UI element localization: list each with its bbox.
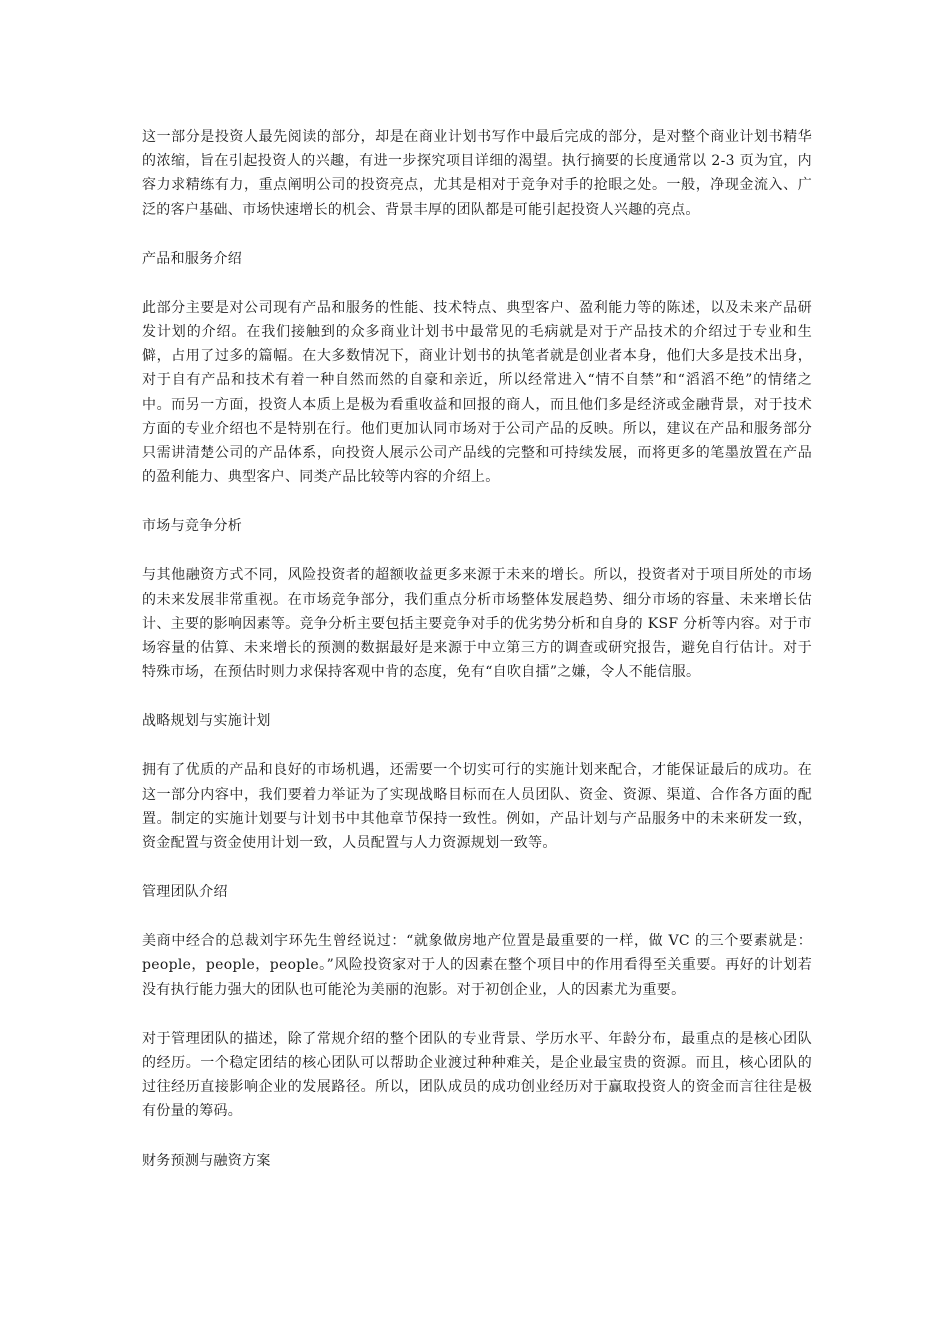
section-paragraph-products: 此部分主要是对公司现有产品和服务的性能、技术特点、典型客户、盈利能力等的陈述，以及未来产品研发计划的介绍。在我们接触到的众多商业计划书中最常见的毛病就是对于产品技术的介绍过于专业和生僻，占用了过多的篇幅。在大多数情况下，商业计划书的执笔者就是创业者本身，他们大多是技术出身，对于自有产品和技术有着一种自然而然的自豪和亲近，所以经常进入“情不自禁”和“滔滔不绝”的情绪之中。而另一方面，投资人本质上是极为看重收益和回报的商人，而且他们多是经济或金融背景，对于技术方面的专业介绍也不是特别在行。他们更加认同市场对于公司产品的反映。所以，建议在产品和服务部分只需讲清楚公司的产品体系，向投资人展示公司产品线的完整和可持续发展，而将更多的笔墨放置在产品的盈利能力、典型客户、同类产品比较等内容的介绍上。 xyxy=(142,299,812,486)
intro-paragraph: 这一部分是投资人最先阅读的部分，却是在商业计划书写作中最后完成的部分，是对整个商业计划书精华的浓缩，旨在引起投资人的兴趣，有进一步探究项目详细的渴望。执行摘要的长度通常以 2-3 页为宜，内容力求精练有力，重点阐明公司的投资亮点，尤其是相对于竞争对手的抢眼之处。一般，净现金流入、广泛的客户基础、市场快速增长的机会、背景丰厚的团队都是可能引起投资人兴趣的亮点。 xyxy=(142,129,812,218)
document-body xyxy=(142,125,812,1173)
section-paragraph-market: 与其他融资方式不同，风险投资者的超额收益更多来源于未来的增长。所以，投资者对于项目所处的市场的未来发展非常重视。在市场竞争部分，我们重点分析市场整体发展趋势、细分市场的容量、未来增长估计、主要的影响因素等。竞争分析主要包括主要竞争对手的优劣势分析和自身的 KSF 分析等内容。对于市场容量的估算、未来增长的预测的数据最好是来源于中立第三方的调查或研究报告，避免自行估计。对于特殊市场，在预估时则力求保持客观中肯的态度，免有“自吹自擂”之嫌，令人不能信服。 xyxy=(142,567,812,681)
section-heading-team: 管理团队介绍 xyxy=(142,884,228,901)
section-heading-products: 产品和服务介绍 xyxy=(142,250,243,267)
section-paragraph-strategy: 拥有了优质的产品和良好的市场机遇，还需要一个切实可行的实施计划来配合，才能保证最后的成功。在这一部分内容中，我们要着力举证为了实现战略目标而在人员团队、资金、资源、渠道、合作各方面的配置。制定的实施计划要与计划书中其他章节保持一致性。例如，产品计划与产品服务中的未来研发一致，资金配置与资金使用计划一致，人员配置与人力资源规划一致等。 xyxy=(142,762,812,852)
section-paragraph-team-2: 对于管理团队的描述，除了常规介绍的整个团队的专业背景、学历水平、年龄分布，最重点的是核心团队的经历。一个稳定团结的核心团队可以帮助企业渡过种种难关，是企业最宝贵的资源。而且，核心团队的过往经历直接影响企业的发展路径。所以，团队成员的成功创业经历对于赢取投资人的资金而言往往是极有份量的筹码。 xyxy=(142,1030,812,1120)
section-paragraph-team-1: 美商中经合的总裁刘宇环先生曾经说过：“就象做房地产位置是最重要的一样，做 VC 的三个要素就是：people，people，people。”风险投资家对于人的因素在整个项目中的作用看得至关重要。再好的计划若没有执行能力强大的团队也可能沦为美丽的泡影。对于初创企业，人的因素尤为重要。 xyxy=(142,933,812,998)
section-heading-market: 市场与竞争分析 xyxy=(142,518,243,535)
section-heading-finance: 财务预测与融资方案 xyxy=(142,1152,271,1169)
section-heading-strategy: 战略规划与实施计划 xyxy=(142,713,271,730)
